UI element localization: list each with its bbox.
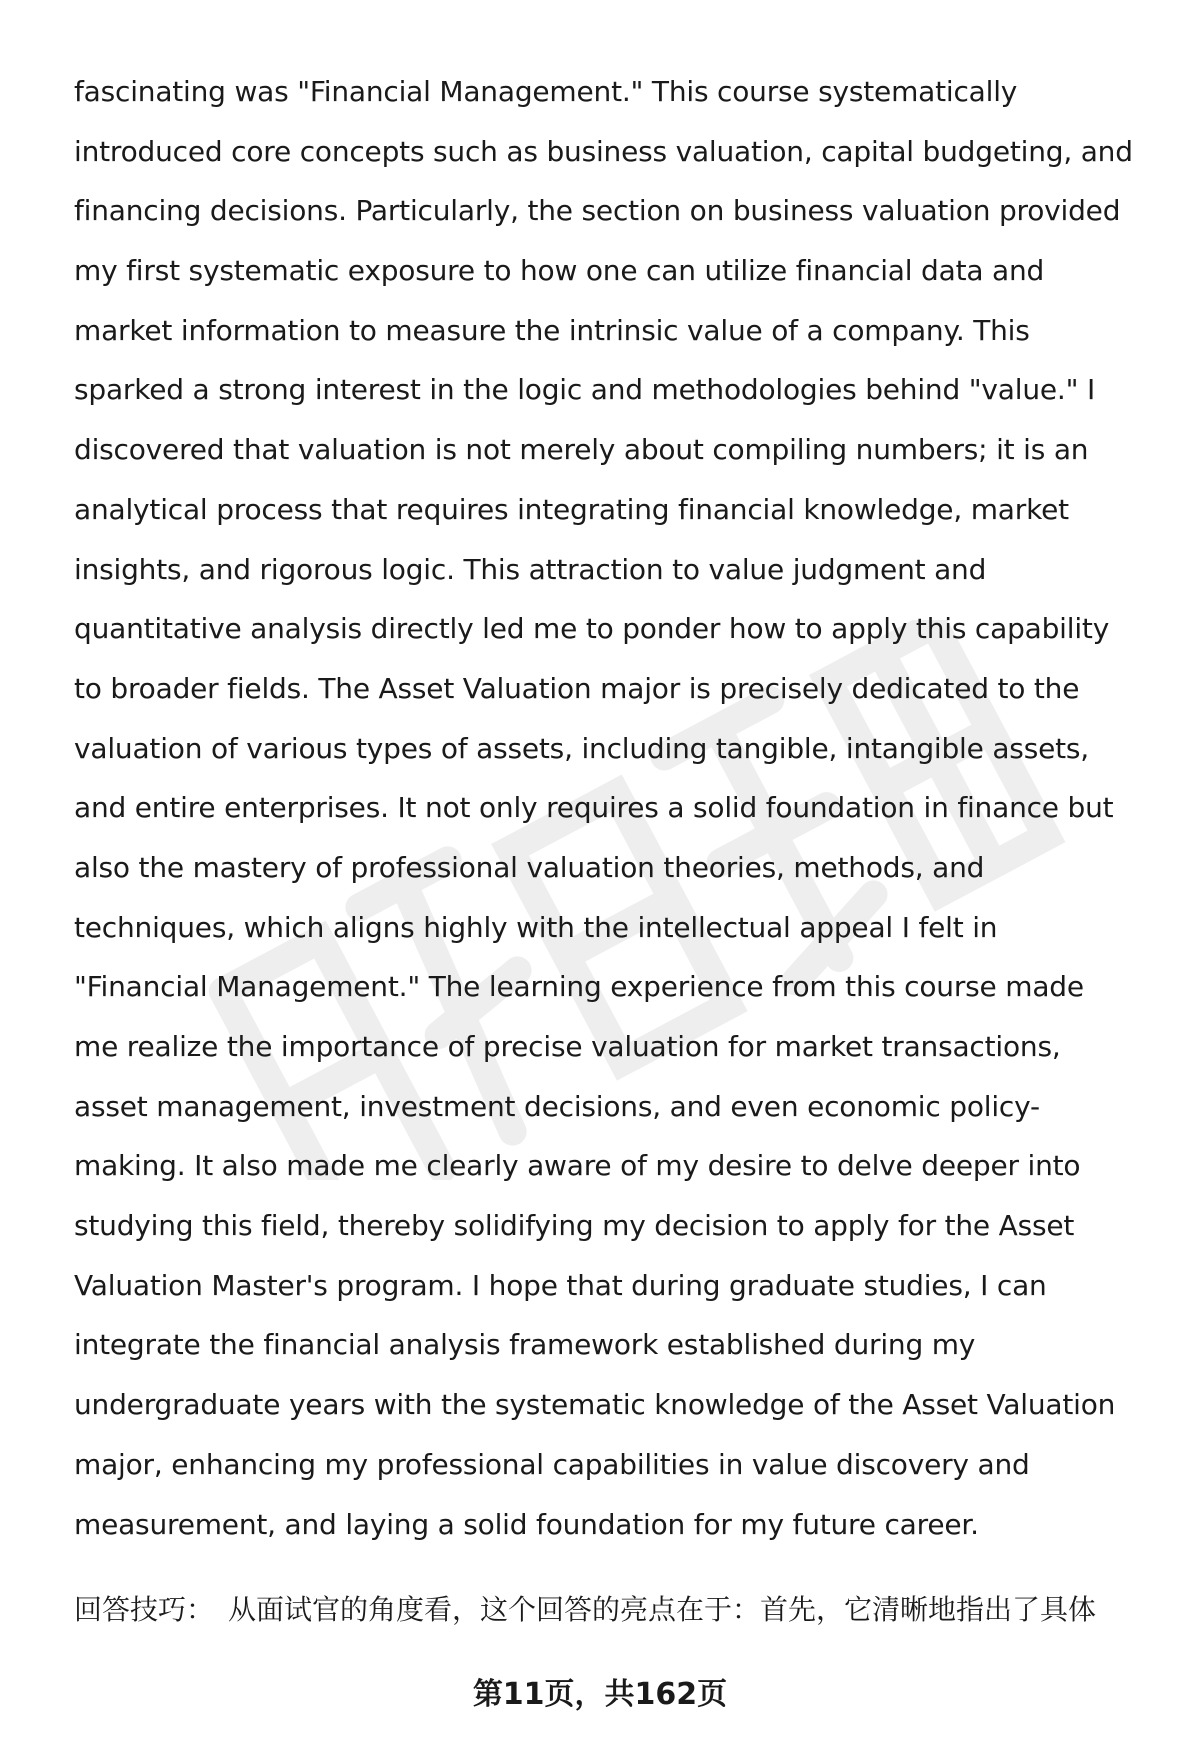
essay-line: introduced core concepts such as business valuation, capital budgeting, and	[74, 134, 1133, 168]
essay-line: and entire enterprises. It not only requires a solid foundation in finance but	[74, 791, 1114, 825]
essay-line: also the mastery of professional valuation theories, methods, and	[74, 850, 985, 884]
essay-line: undergraduate years with the systematic knowledge of the Asset Valuation	[74, 1388, 1116, 1422]
essay-line: discovered that valuation is not merely about compiling numbers; it is an	[74, 433, 1089, 467]
page-number-footer: 第11页，共162页	[472, 1677, 728, 1712]
essay-line: integrate the financial analysis framework established during my	[74, 1328, 976, 1362]
tip-text: 从面试官的角度看，这个回答的亮点在于：首先，它清晰地指出了具体	[228, 1593, 1097, 1626]
essay-line: techniques, which aligns highly with the intellectual appeal I felt in	[74, 910, 998, 944]
tip-label: 回答技巧：	[74, 1593, 215, 1626]
essay-line: insights, and rigorous logic. This attraction to value judgment and	[74, 552, 987, 586]
essay-line: me realize the importance of precise valuation for market transactions,	[74, 1030, 1061, 1063]
essay-line: valuation of various types of assets, including tangible, intangible assets,	[74, 731, 1089, 765]
essay-line: Valuation Master's program. I hope that during graduate studies, I can	[74, 1268, 1047, 1302]
essay-line: studying this field, thereby solidifying my decision to apply for the Asset	[74, 1209, 1075, 1243]
essay-line: quantitative analysis directly led me to ponder how to apply this capability	[74, 612, 1110, 646]
essay-line: my first systematic exposure to how one can utilize financial data and	[74, 254, 1045, 288]
essay-line: market information to measure the intrinsic value of a company. This	[74, 313, 1030, 347]
essay-line: "Financial Management." The learning experience from this course made	[74, 970, 1084, 1004]
essay-body	[74, 62, 1164, 1554]
essay-line: to broader fields. The Asset Valuation major is precisely dedicated to the	[74, 671, 1080, 705]
essay-line: asset management, investment decisions, and even economic policy-	[74, 1089, 1040, 1123]
essay-line: sparked a strong interest in the logic and methodologies behind "value." I	[74, 373, 1096, 407]
essay-line: making. It also made me clearly aware of my desire to delve deeper into	[74, 1149, 1081, 1183]
essay-line: analytical process that requires integrating financial knowledge, market	[74, 492, 1069, 526]
essay-line: measurement, and laying a solid foundation for my future career.	[74, 1507, 979, 1541]
essay-line: major, enhancing my professional capabilities in value discovery and	[74, 1447, 1030, 1481]
answer-tip	[74, 1580, 1164, 1640]
essay-line: fascinating was "Financial Management." This course systematically	[74, 75, 1018, 108]
essay-line: financing decisions. Particularly, the section on business valuation provided	[74, 194, 1121, 228]
